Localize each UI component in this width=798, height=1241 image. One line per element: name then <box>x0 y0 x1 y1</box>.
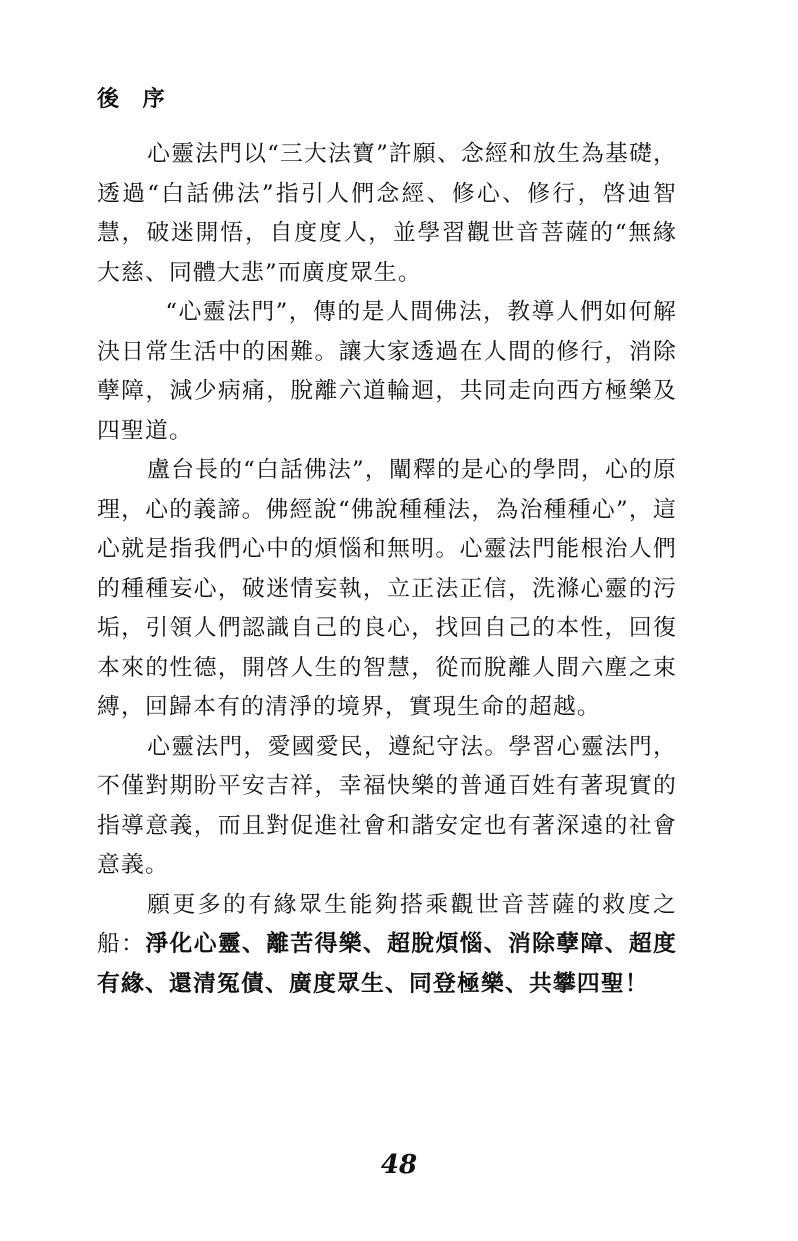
paragraph-5-emphasis: 淨化心靈、離苦得樂、超脫煩惱、消除孽障、超度有緣、還清冤債、廣度眾生、同登極樂、共攀四聖！ <box>97 931 677 997</box>
paragraph-5 <box>97 886 677 1005</box>
section-heading: 後 序 <box>97 86 173 112</box>
page-number: 48 <box>380 1150 418 1180</box>
body-text <box>97 135 677 1004</box>
paragraph-3: 盧台長的“白話佛法”，闡釋的是心的學問，心的原理，心的義諦。佛經說“佛說種種法，為治種種心”，這心就是指我們心中的煩惱和無明。心靈法門能根治人們的種種妄心，破迷情妄執，立正法正信，洗滌心靈的污垢，引領人們認識自己的良心，找回自己的本性，回復本來的性德，開啓人生的智慧，從而脫離人間六塵之束縛，回歸本有的清淨的境界，實現生命的超越。 <box>97 457 677 720</box>
paragraph-4: 心靈法門，愛國愛民，遵紀守法。學習心靈法門，不僅對期盼平安吉祥，幸福快樂的普通百姓有著現實的指導意義，而且對促進社會和諧安定也有著深遠的社會意義。 <box>97 733 677 878</box>
paragraph-5-intro: 願更多的有緣眾生能夠搭乘觀世音菩薩的救度之船： <box>97 891 677 957</box>
paragraph-2: “心靈法門”，傳的是人間佛法，教導人們如何解決日常生活中的困難。讓大家透過在人間的修行，消除孽障，減少病痛，脫離六道輪迴，共同走向西方極樂及四聖道。 <box>97 299 677 444</box>
paragraph-1: 心靈法門以“三大法寶”許願、念經和放生為基礎，透過“白話佛法”指引人們念經、修心、修行，啓迪智慧，破迷開悟，自度度人，並學習觀世音菩薩的“無緣大慈、同體大悲”而廣度眾生。 <box>97 141 677 286</box>
